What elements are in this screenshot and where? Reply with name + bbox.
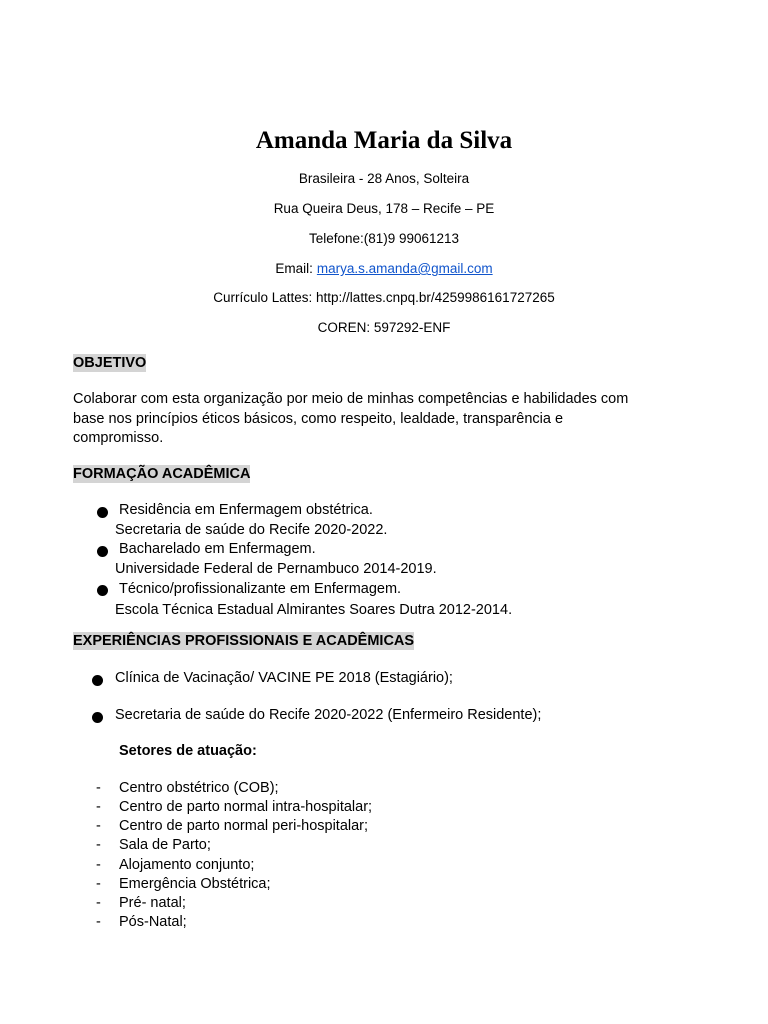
candidate-name: Amanda Maria da Silva [255,127,513,154]
education-detail-3: Escola Técnica Estadual Almirantes Soares Dutra 2012-2014. [115,602,513,618]
sector-item: Alojamento conjunto; [119,857,255,873]
sector-item: Centro de parto normal peri-hospitalar; [119,818,369,834]
objective-heading: OBJETIVO [73,355,147,371]
sector-item: Emergência Obstétrica; [119,876,271,892]
email-link[interactable]: marya.s.amanda@gmail.com [316,261,493,276]
lattes-curriculum: Currículo Lattes: http://lattes.cnpq.br/4259986161727265 [213,290,555,305]
bullet-icon [92,712,103,723]
sector-item: Centro de parto normal intra-hospitalar; [119,799,373,815]
sector-item: Pós-Natal; [119,914,187,930]
address: Rua Queira Deus, 178 – Recife – PE [273,201,495,216]
dash-marker: - [96,876,101,892]
sector-item: Pré- natal; [119,895,186,911]
experience-item-1: Clínica de Vacinação/ VACINE PE 2018 (Estagiário); [115,670,453,686]
coren-number: COREN: 597292-ENF [317,320,451,335]
email-line [0,260,768,278]
dash-marker: - [96,895,101,911]
email-label: Email: [275,261,313,276]
education-title-3: Técnico/profissionalizante em Enfermagem. [119,581,402,597]
experience-item-2: Secretaria de saúde do Recife 2020-2022 (Enfermeiro Residente); [115,707,542,723]
dash-marker: - [96,837,101,853]
education-title-1: Residência em Enfermagem obstétrica. [119,502,373,518]
phone: Telefone:(81)9 99061213 [308,231,460,246]
personal-details: Brasileira - 28 Anos, Solteira [298,171,470,186]
education-heading: FORMAÇÃO ACADÊMICA [73,466,251,482]
bullet-icon [97,507,108,518]
dash-marker: - [96,857,101,873]
bullet-icon [97,585,108,596]
education-title-2: Bacharelado em Enfermagem. [119,541,316,557]
dash-marker: - [96,914,101,930]
sector-item: Sala de Parto; [119,837,211,853]
objective-line-2: base nos princípios éticos básicos, como respeito, lealdade, transparência e [73,410,564,427]
objective-line-3: compromisso. [73,430,164,446]
sectors-title: Setores de atuação: [119,743,257,759]
bullet-icon [92,675,103,686]
bullet-icon [97,546,108,557]
education-detail-1: Secretaria de saúde do Recife 2020-2022. [115,522,388,538]
sector-item: Centro obstétrico (COB); [119,780,279,796]
dash-marker: - [96,780,101,796]
dash-marker: - [96,818,101,834]
dash-marker: - [96,799,101,815]
experience-heading: EXPERIÊNCIAS PROFISSIONAIS E ACADÊMICAS [73,633,415,649]
objective-line-1: Colaborar com esta organização por meio de minhas competências e habilidades com [73,391,629,407]
education-detail-2: Universidade Federal de Pernambuco 2014-2019. [115,561,437,577]
